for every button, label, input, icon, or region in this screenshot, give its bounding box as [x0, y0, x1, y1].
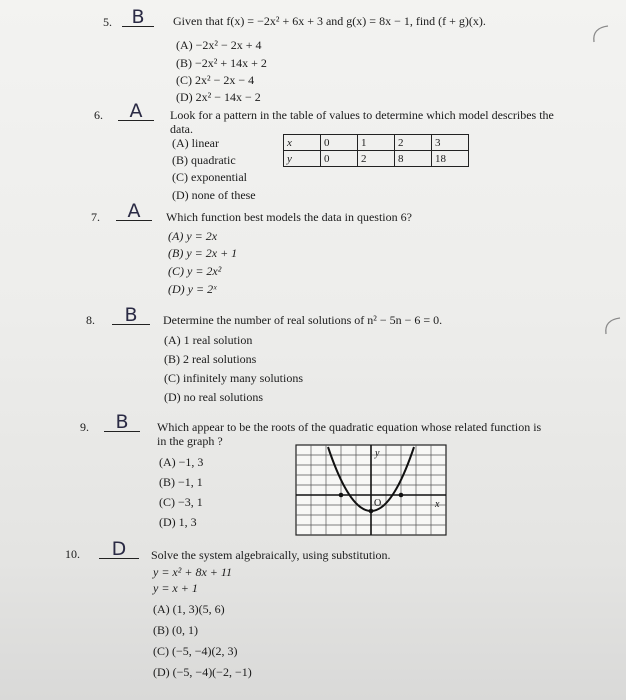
q5-answer: B — [122, 8, 154, 27]
graph-x-label: x — [435, 499, 440, 510]
q9-number: 9. — [80, 420, 89, 434]
q10-equation-1: y = x² + 8x + 11 — [153, 565, 232, 579]
table-y-cell: 8 — [395, 151, 432, 167]
q9-stem-line2: in the graph ? — [157, 434, 223, 448]
q10-number: 10. — [65, 547, 80, 561]
q7-option-b: (B) y = 2x + 1 — [168, 246, 238, 260]
q9-option-b: (B) −1, 1 — [159, 475, 203, 489]
table-row-y — [284, 151, 469, 167]
table-y-cell: 2 — [358, 151, 395, 167]
q6-answer: A — [118, 102, 154, 121]
q9-stem-line1: Which appear to be the roots of the quadratic equation whose related function is — [157, 420, 542, 434]
q6-values-table — [283, 134, 469, 167]
q9-parabola-graph — [296, 445, 446, 535]
q7-option-c: (C) y = 2x² — [168, 264, 222, 278]
q8-answer: B — [112, 306, 150, 325]
q5-option-d: (D) 2x² − 14x − 2 — [176, 90, 261, 104]
graph-origin-label: O — [374, 498, 382, 509]
graph-vertex-point — [369, 509, 374, 514]
q10-option-c: (C) (−5, −4)(2, 3) — [153, 644, 238, 658]
table-x-cell: 3 — [432, 135, 469, 151]
q5-option-a: (A) −2x² − 2x + 4 — [176, 38, 262, 52]
margin-mark — [600, 314, 624, 338]
q10-equation-2: y = x + 1 — [153, 581, 198, 595]
graph-y-label: y — [375, 448, 380, 459]
table-y-cell: 18 — [432, 151, 469, 167]
q10-option-d: (D) (−5, −4)(−2, −1) — [153, 665, 252, 679]
q9-answer: B — [104, 413, 140, 432]
q10-answer: D — [99, 540, 139, 559]
q8-number: 8. — [86, 313, 95, 327]
q8-option-b: (B) 2 real solutions — [164, 352, 257, 366]
q8-stem: Determine the number of real solutions of n² − 5n − 6 = 0. — [163, 313, 443, 327]
q8-option-a: (A) 1 real solution — [164, 333, 253, 347]
table-x-cell: 2 — [395, 135, 432, 151]
q10-stem: Solve the system algebraically, using substitution. — [151, 548, 391, 562]
graph-root-point — [399, 493, 404, 498]
table-row-x — [284, 135, 469, 151]
q9-option-d: (D) 1, 3 — [159, 515, 197, 529]
q8-option-c: (C) infinitely many solutions — [164, 371, 303, 385]
table-x-cell: 1 — [358, 135, 395, 151]
q6-option-d: (D) none of these — [172, 188, 256, 202]
q10-option-b: (B) (0, 1) — [153, 623, 198, 637]
q5-option-b: (B) −2x² + 14x + 2 — [176, 56, 267, 70]
q5-option-c: (C) 2x² − 2x − 4 — [176, 73, 255, 87]
q5-number: 5. — [103, 15, 112, 29]
q6-option-c: (C) exponential — [172, 170, 247, 184]
q7-number: 7. — [91, 210, 100, 224]
q6-option-a: (A) linear — [172, 136, 219, 150]
table-x-cell: 0 — [321, 135, 358, 151]
table-y-label: y — [284, 151, 321, 167]
table-x-label: x — [284, 135, 321, 151]
q7-option-a: (A) y = 2x — [168, 229, 218, 243]
q6-number: 6. — [94, 108, 103, 122]
margin-mark — [588, 22, 612, 46]
q9-option-a: (A) −1, 3 — [159, 455, 204, 469]
graph-root-point — [339, 493, 344, 498]
q6-stem-line2: data. — [170, 122, 193, 136]
q9-option-c: (C) −3, 1 — [159, 495, 203, 509]
q7-answer: A — [116, 202, 152, 221]
q6-option-b: (B) quadratic — [172, 153, 236, 167]
q7-stem: Which function best models the data in question 6? — [166, 210, 412, 224]
q10-option-a: (A) (1, 3)(5, 6) — [153, 602, 225, 616]
q5-stem: Given that f(x) = −2x² + 6x + 3 and g(x) = 8x − 1, find (f + g)(x). — [173, 14, 486, 28]
q6-stem-line1: Look for a pattern in the table of values to determine which model describes the — [170, 108, 554, 122]
table-y-cell: 0 — [321, 151, 358, 167]
q7-option-d: (D) y = 2ˣ — [168, 282, 217, 296]
q8-option-d: (D) no real solutions — [164, 390, 263, 404]
